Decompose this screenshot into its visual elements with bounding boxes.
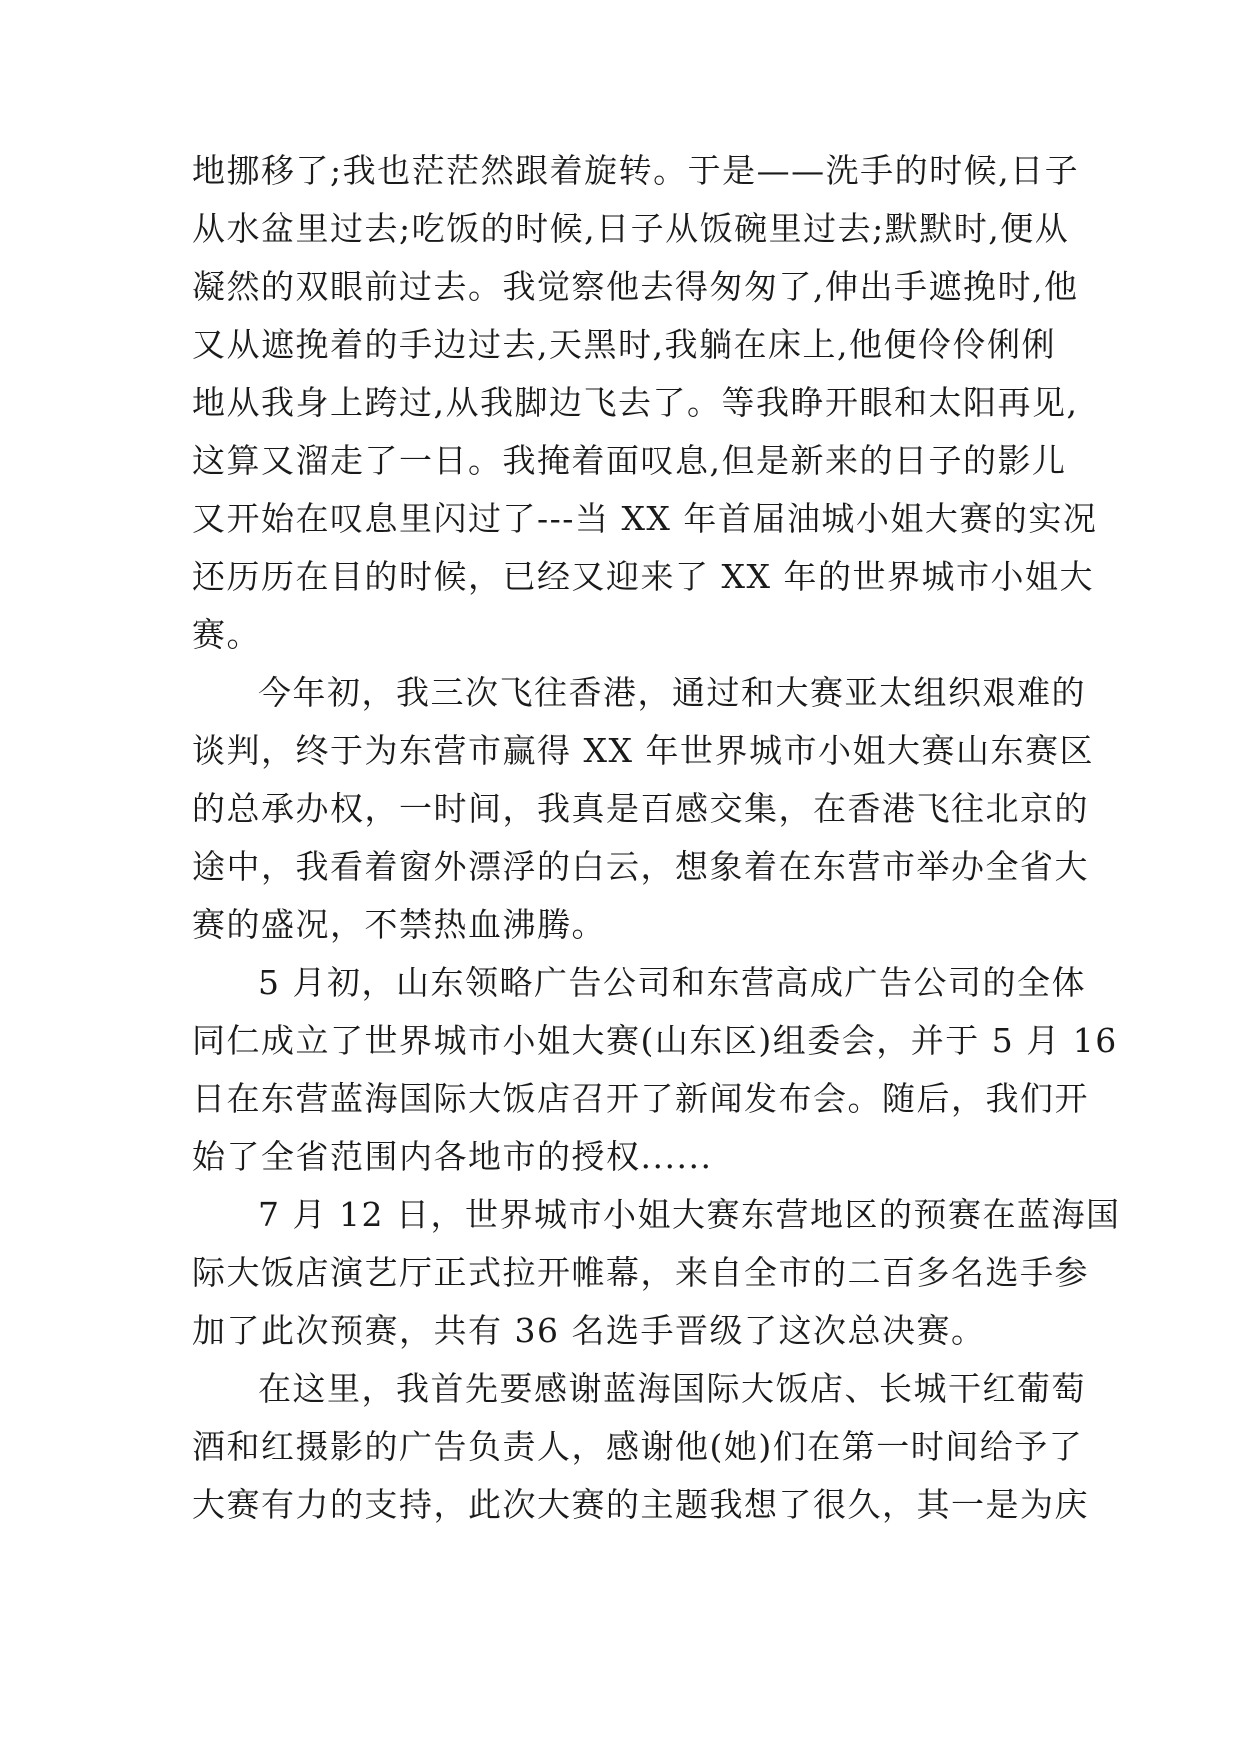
text-line: 始了全省范围内各地市的授权...... [192,1137,713,1176]
text-line: 这算又溜走了一日。我掩着面叹息,但是新来的日子的影儿 [192,441,1067,480]
text-line: 今年初，我三次飞往香港，通过和大赛亚太组织艰难的 [258,673,1086,712]
text-line: 大赛有力的支持，此次大赛的主题我想了很久，其一是为庆 [192,1485,1089,1524]
text-line: 同仁成立了世界城市小姐大赛(山东区)组委会，并于 5 月 16 [192,1021,1118,1060]
text-line: 又从遮挽着的手边过去,天黑时,我躺在床上,他便伶伶俐俐 [192,325,1056,364]
document-body [192,142,1121,1534]
text-line: 的总承办权，一时间，我真是百感交集，在香港飞往北京的 [192,789,1089,828]
text-line: 凝然的双眼前过去。我觉察他去得匆匆了,伸出手遮挽时,他 [192,267,1079,306]
text-line: 加了此次预赛，共有 36 名选手晋级了这次总决赛。 [192,1311,986,1350]
text-line: 途中，我看着窗外漂浮的白云，想象着在东营市举办全省大 [192,847,1089,886]
text-line: 还历历在目的时候，已经又迎来了 XX 年的世界城市小姐大 [192,557,1094,596]
text-line: 7 月 12 日，世界城市小姐大赛东营地区的预赛在蓝海国 [258,1195,1121,1234]
text-line: 地从我身上跨过,从我脚边飞去了。等我睁开眼和太阳再见, [192,383,1079,422]
text-line: 又开始在叹息里闪过了---当 XX 年首届油城小姐大赛的实况 [192,499,1098,538]
text-line: 日在东营蓝海国际大饭店召开了新闻发布会。随后，我们开 [192,1079,1089,1118]
text-line: 赛。 [192,615,261,654]
text-line: 谈判，终于为东营市赢得 XX 年世界城市小姐大赛山东赛区 [192,731,1094,770]
text-line: 从水盆里过去;吃饭的时候,日子从饭碗里过去;默默时,便从 [192,209,1070,248]
text-line: 在这里，我首先要感谢蓝海国际大饭店、长城干红葡萄 [258,1369,1086,1408]
text-line: 际大饭店演艺厅正式拉开帷幕，来自全市的二百多名选手参 [192,1253,1089,1292]
text-line: 酒和红摄影的广告负责人，感谢他(她)们在第一时间给予了 [192,1427,1084,1466]
text-line: 5 月初，山东领略广告公司和东营高成广告公司的全体 [258,963,1086,1002]
text-line: 赛的盛况，不禁热血沸腾。 [192,905,606,944]
text-line: 地挪移了;我也茫茫然跟着旋转。于是——洗手的时候,日子 [192,151,1080,190]
